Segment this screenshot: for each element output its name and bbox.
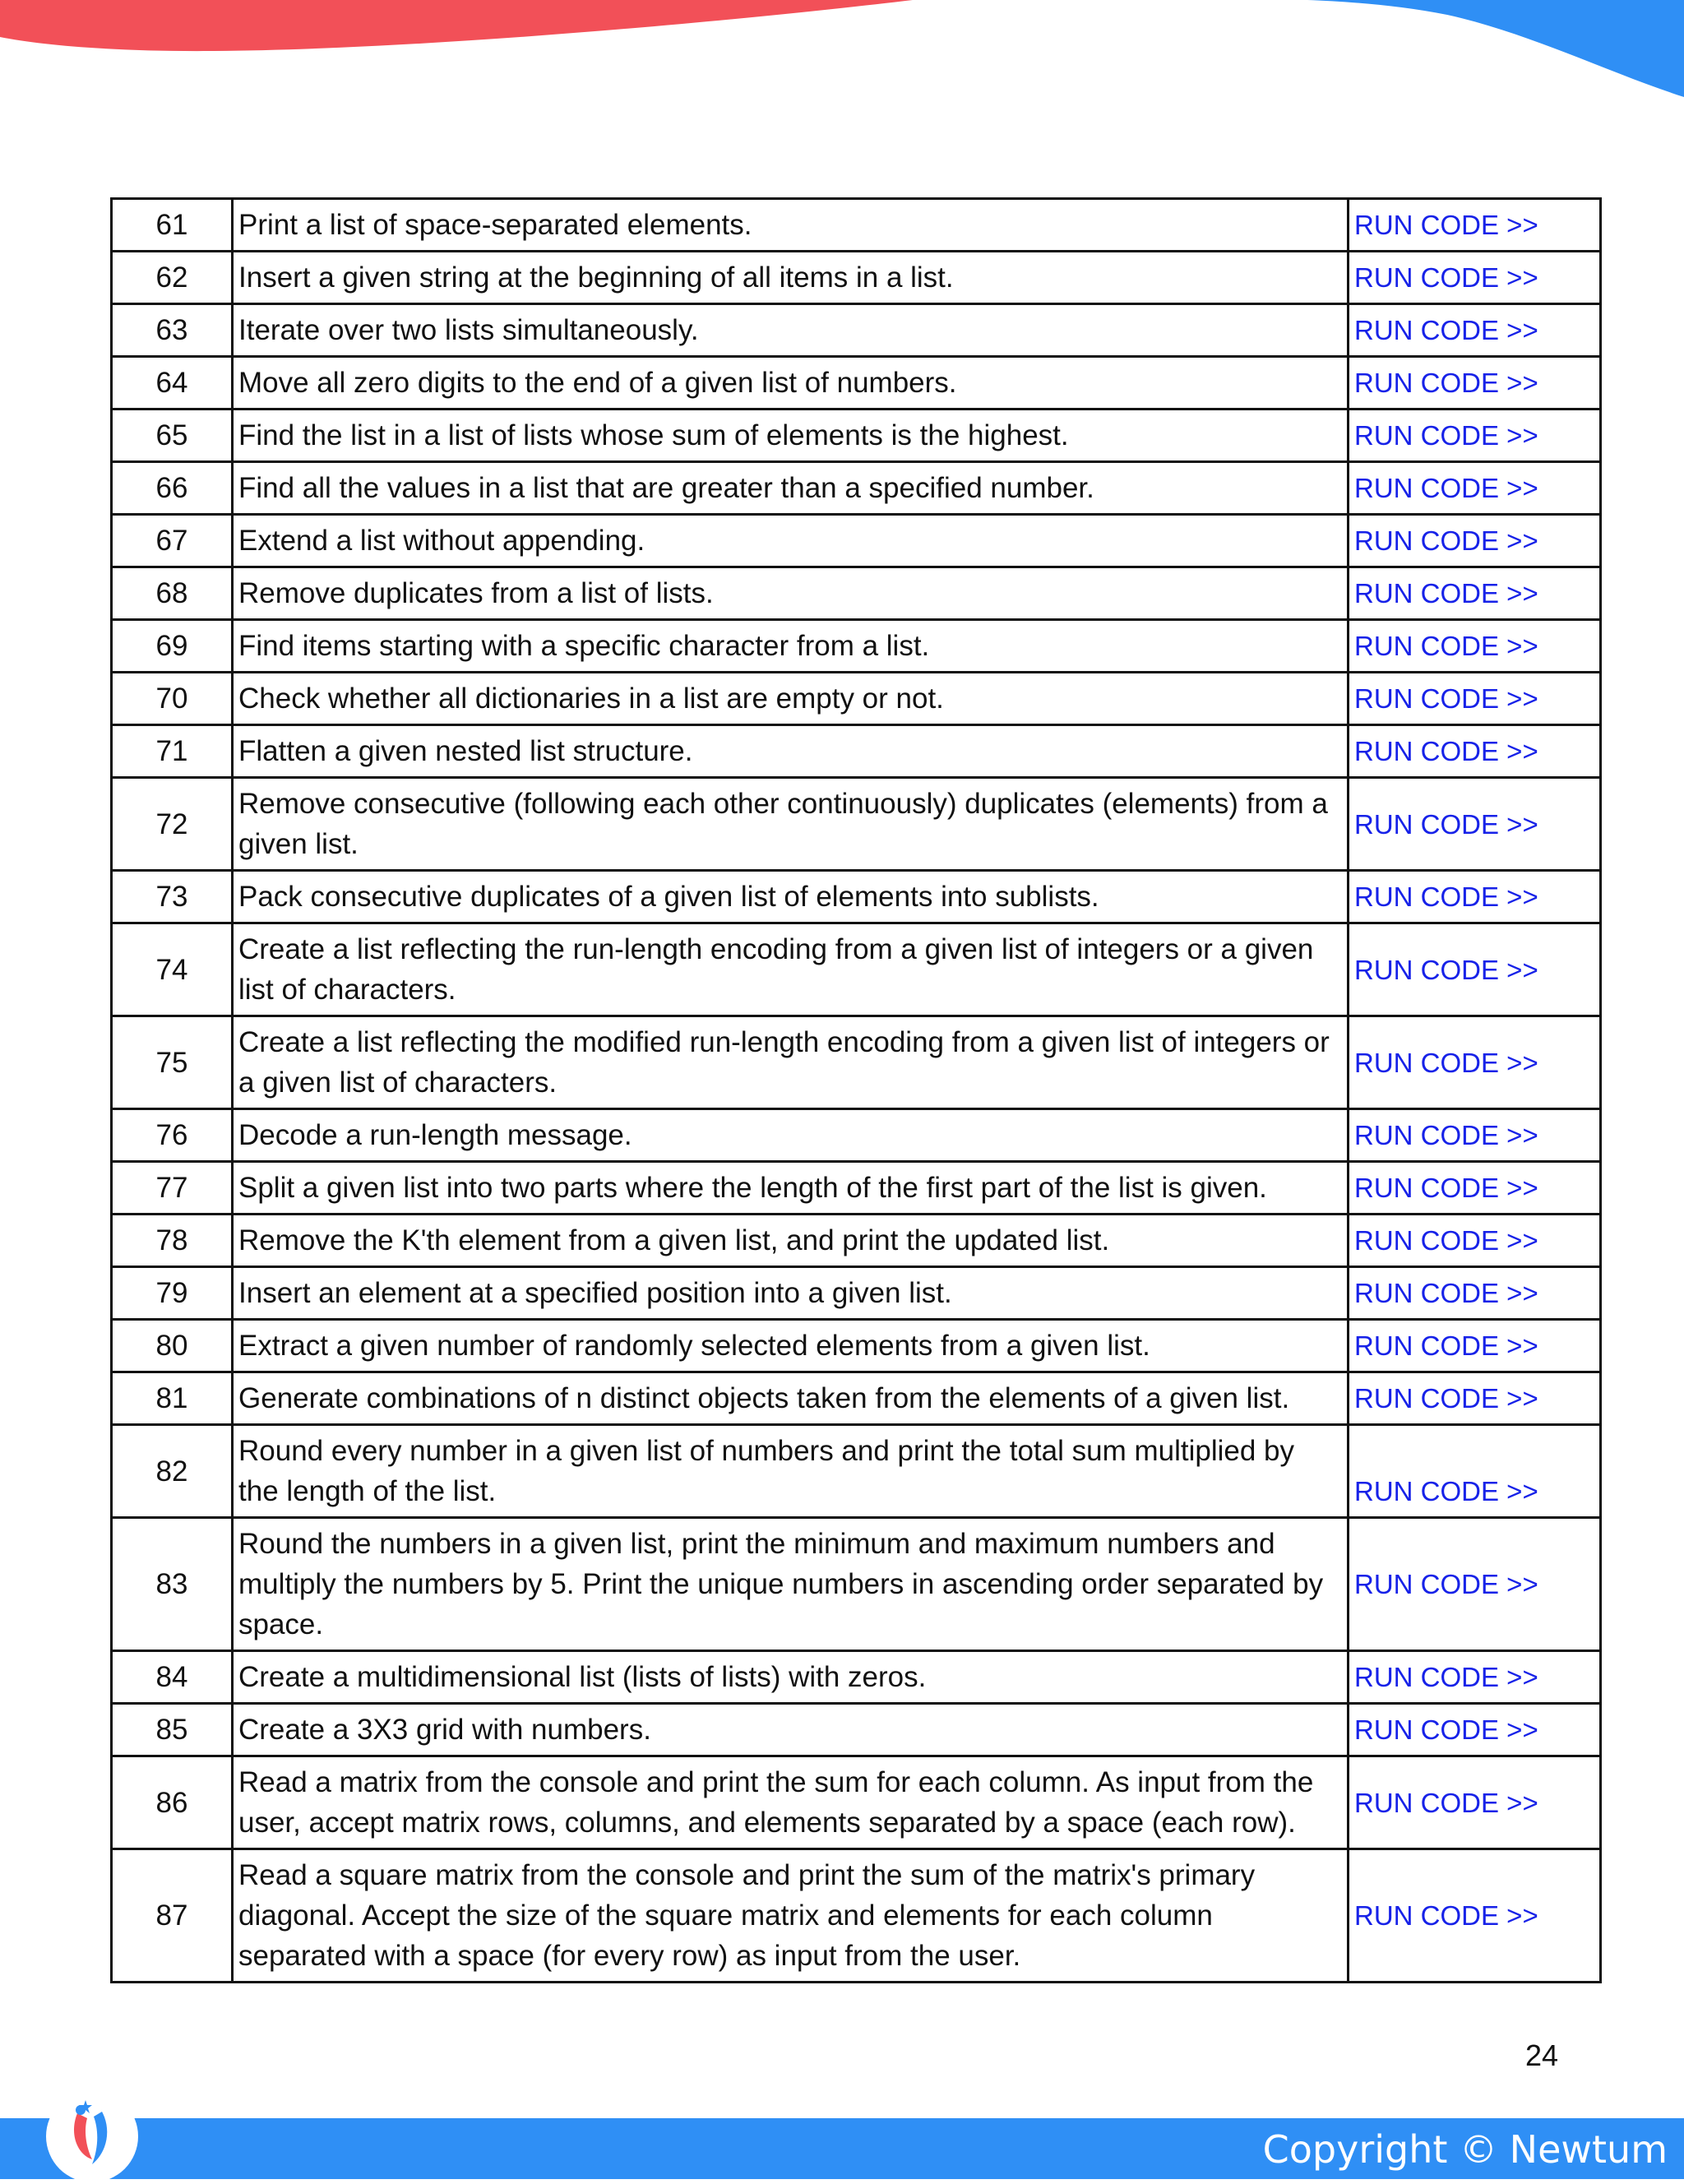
row-number: 73 xyxy=(112,871,233,923)
run-code-link[interactable]: RUN CODE >> xyxy=(1354,683,1538,714)
row-number: 68 xyxy=(112,567,233,620)
run-code-link[interactable]: RUN CODE >> xyxy=(1354,1120,1538,1150)
page-number: 24 xyxy=(1525,2038,1559,2072)
program-table xyxy=(110,197,1602,1983)
run-cell xyxy=(1349,1267,1601,1320)
table-row xyxy=(112,1372,1601,1425)
table-row xyxy=(112,1016,1601,1109)
task-description: Flatten a given nested list structure. xyxy=(233,725,1349,778)
table-row xyxy=(112,1849,1601,1983)
task-description: Find the list in a list of lists whose sum of elements is the highest. xyxy=(233,410,1349,462)
row-number: 69 xyxy=(112,620,233,673)
row-number: 64 xyxy=(112,357,233,410)
run-code-link[interactable]: RUN CODE >> xyxy=(1354,315,1538,345)
task-description: Find all the values in a list that are greater than a specified number. xyxy=(233,462,1349,515)
run-code-link[interactable]: RUN CODE >> xyxy=(1354,525,1538,556)
run-cell xyxy=(1349,871,1601,923)
task-description: Round the numbers in a given list, print the minimum and maximum numbers and multiply the numbers by 5. Print the unique numbers in ascending order separated by space. xyxy=(233,1518,1349,1651)
task-description: Iterate over two lists simultaneously. xyxy=(233,304,1349,357)
run-code-link[interactable]: RUN CODE >> xyxy=(1354,1900,1538,1931)
row-number: 67 xyxy=(112,515,233,567)
row-number: 82 xyxy=(112,1425,233,1518)
run-cell xyxy=(1349,1849,1601,1983)
task-description: Create a list reflecting the modified run-length encoding from a given list of integers or a given list of characters. xyxy=(233,1016,1349,1109)
run-cell xyxy=(1349,304,1601,357)
task-description: Print a list of space-separated elements. xyxy=(233,199,1349,252)
row-number: 79 xyxy=(112,1267,233,1320)
table-row xyxy=(112,1267,1601,1320)
run-code-link[interactable]: RUN CODE >> xyxy=(1354,473,1538,503)
row-number: 77 xyxy=(112,1162,233,1215)
run-cell xyxy=(1349,1518,1601,1651)
table-row xyxy=(112,410,1601,462)
task-description: Read a square matrix from the console and print the sum of the matrix's primary diagonal. Accept the size of the square matrix and elements for each column separated with a space (for every row) as input from the user. xyxy=(233,1849,1349,1983)
table-row xyxy=(112,1756,1601,1849)
run-cell xyxy=(1349,410,1601,462)
table-row xyxy=(112,778,1601,871)
run-code-link[interactable]: RUN CODE >> xyxy=(1354,1569,1538,1599)
top-decoration xyxy=(0,0,1684,115)
table-row xyxy=(112,252,1601,304)
copyright-text: Copyright © Newtum xyxy=(1262,2127,1668,2172)
task-description: Insert an element at a specified position into a given list. xyxy=(233,1267,1349,1320)
run-cell xyxy=(1349,620,1601,673)
run-cell xyxy=(1349,725,1601,778)
run-cell xyxy=(1349,1162,1601,1215)
task-description: Extend a list without appending. xyxy=(233,515,1349,567)
run-cell xyxy=(1349,1320,1601,1372)
run-cell xyxy=(1349,252,1601,304)
run-code-link[interactable]: RUN CODE >> xyxy=(1354,1383,1538,1414)
run-cell xyxy=(1349,1756,1601,1849)
task-description: Extract a given number of randomly selected elements from a given list. xyxy=(233,1320,1349,1372)
table-row xyxy=(112,673,1601,725)
table-row xyxy=(112,923,1601,1016)
run-cell xyxy=(1349,673,1601,725)
task-description: Remove the K'th element from a given list, and print the updated list. xyxy=(233,1215,1349,1267)
task-description: Remove consecutive (following each other continuously) duplicates (elements) from a given list. xyxy=(233,778,1349,871)
table-row xyxy=(112,1518,1601,1651)
run-cell xyxy=(1349,1016,1601,1109)
row-number: 83 xyxy=(112,1518,233,1651)
table-row xyxy=(112,1704,1601,1756)
task-description: Create a multidimensional list (lists of lists) with zeros. xyxy=(233,1651,1349,1704)
table-row xyxy=(112,199,1601,252)
task-description: Insert a given string at the beginning of all items in a list. xyxy=(233,252,1349,304)
run-code-link[interactable]: RUN CODE >> xyxy=(1354,881,1538,912)
table-row xyxy=(112,1162,1601,1215)
run-cell xyxy=(1349,515,1601,567)
run-code-link[interactable]: RUN CODE >> xyxy=(1354,420,1538,451)
run-cell xyxy=(1349,778,1601,871)
run-cell xyxy=(1349,357,1601,410)
table-body xyxy=(112,199,1601,1983)
row-number: 61 xyxy=(112,199,233,252)
run-code-link[interactable]: RUN CODE >> xyxy=(1354,1714,1538,1745)
row-number: 81 xyxy=(112,1372,233,1425)
run-cell xyxy=(1349,199,1601,252)
table-row xyxy=(112,304,1601,357)
run-code-link[interactable]: RUN CODE >> xyxy=(1354,210,1538,240)
run-code-link[interactable]: RUN CODE >> xyxy=(1354,954,1538,985)
run-code-link[interactable]: RUN CODE >> xyxy=(1354,1787,1538,1818)
task-description: Decode a run-length message. xyxy=(233,1109,1349,1162)
run-cell xyxy=(1349,1215,1601,1267)
row-number: 65 xyxy=(112,410,233,462)
task-description: Check whether all dictionaries in a list are empty or not. xyxy=(233,673,1349,725)
task-description: Create a list reflecting the run-length encoding from a given list of integers or a given list of characters. xyxy=(233,923,1349,1016)
run-cell xyxy=(1349,1704,1601,1756)
run-code-link[interactable]: RUN CODE >> xyxy=(1354,1225,1538,1256)
task-description: Split a given list into two parts where the length of the first part of the list is given. xyxy=(233,1162,1349,1215)
run-code-link[interactable]: RUN CODE >> xyxy=(1354,1330,1538,1361)
task-description: Generate combinations of n distinct objects taken from the elements of a given list. xyxy=(233,1372,1349,1425)
run-code-link[interactable]: RUN CODE >> xyxy=(1354,736,1538,766)
run-cell xyxy=(1349,567,1601,620)
table-row xyxy=(112,871,1601,923)
row-number: 63 xyxy=(112,304,233,357)
task-description: Create a 3X3 grid with numbers. xyxy=(233,1704,1349,1756)
run-code-link[interactable]: RUN CODE >> xyxy=(1354,1662,1538,1692)
run-code-link[interactable]: RUN CODE >> xyxy=(1354,1047,1538,1078)
row-number: 84 xyxy=(112,1651,233,1704)
row-number: 85 xyxy=(112,1704,233,1756)
table-row xyxy=(112,620,1601,673)
run-code-link[interactable]: RUN CODE >> xyxy=(1354,1173,1538,1203)
red-wave-shape xyxy=(0,0,913,51)
row-number: 86 xyxy=(112,1756,233,1849)
run-cell xyxy=(1349,1425,1601,1518)
run-cell xyxy=(1349,1651,1601,1704)
run-cell xyxy=(1349,923,1601,1016)
table-row xyxy=(112,515,1601,567)
run-code-link[interactable]: RUN CODE >> xyxy=(1354,808,1538,840)
table-row xyxy=(112,725,1601,778)
run-code-link[interactable]: RUN CODE >> xyxy=(1354,262,1538,293)
table-row xyxy=(112,1215,1601,1267)
task-description: Read a matrix from the console and print the sum for each column. As input from the user, accept matrix rows, columns, and elements separated by a space (each row). xyxy=(233,1756,1349,1849)
row-number: 78 xyxy=(112,1215,233,1267)
row-number: 70 xyxy=(112,673,233,725)
task-description: Move all zero digits to the end of a given list of numbers. xyxy=(233,357,1349,410)
task-description: Remove duplicates from a list of lists. xyxy=(233,567,1349,620)
run-cell xyxy=(1349,1109,1601,1162)
table-row xyxy=(112,462,1601,515)
row-number: 62 xyxy=(112,252,233,304)
table-row xyxy=(112,357,1601,410)
run-code-link[interactable]: RUN CODE >> xyxy=(1354,1476,1538,1506)
table-row xyxy=(112,1651,1601,1704)
run-code-link[interactable]: RUN CODE >> xyxy=(1354,368,1538,398)
run-code-link[interactable]: RUN CODE >> xyxy=(1354,631,1538,661)
row-number: 72 xyxy=(112,778,233,871)
row-number: 71 xyxy=(112,725,233,778)
newtum-logo-icon xyxy=(44,2089,140,2184)
row-number: 75 xyxy=(112,1016,233,1109)
row-number: 87 xyxy=(112,1849,233,1983)
run-cell xyxy=(1349,1372,1601,1425)
task-description: Pack consecutive duplicates of a given list of elements into sublists. xyxy=(233,871,1349,923)
row-number: 66 xyxy=(112,462,233,515)
task-description: Round every number in a given list of numbers and print the total sum multiplied by the length of the list. xyxy=(233,1425,1349,1518)
table-row xyxy=(112,1109,1601,1162)
blue-wave-shape xyxy=(1307,0,1684,97)
row-number: 74 xyxy=(112,923,233,1016)
task-description: Find items starting with a specific character from a list. xyxy=(233,620,1349,673)
row-number: 76 xyxy=(112,1109,233,1162)
row-number: 80 xyxy=(112,1320,233,1372)
run-code-link[interactable]: RUN CODE >> xyxy=(1354,578,1538,608)
table-row xyxy=(112,567,1601,620)
run-cell xyxy=(1349,462,1601,515)
run-code-link[interactable]: RUN CODE >> xyxy=(1354,1278,1538,1308)
table-row xyxy=(112,1425,1601,1518)
table-row xyxy=(112,1320,1601,1372)
